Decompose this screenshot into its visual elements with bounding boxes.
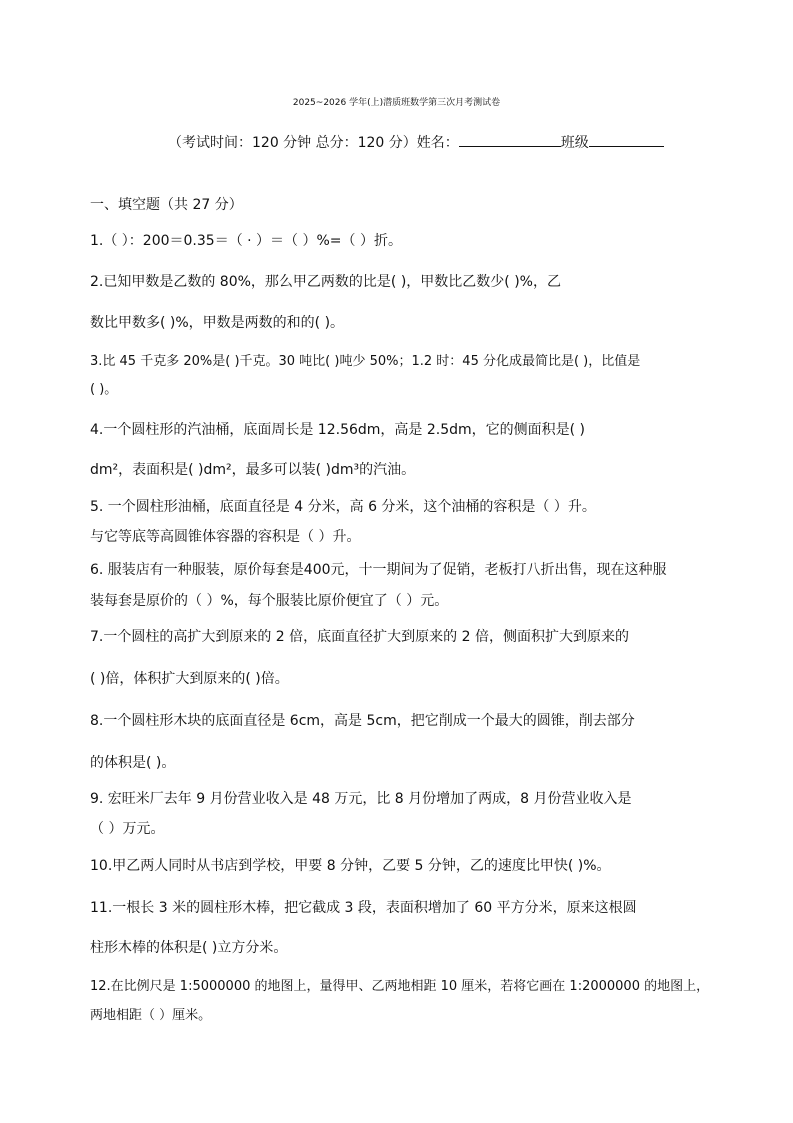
question-4-line-1: 4.一个圆柱形的汽油桶，底面周长是 12.56dm，高是 2.5dm，它的侧面积是( ) — [90, 422, 586, 438]
question-2-line-2: 数比甲数多( )%，甲数是两数的和的( )。 — [90, 315, 345, 331]
question-6-line-2: 装每套是原价的（ ）%，每个服装比原价便宜了（ ）元。 — [90, 593, 449, 609]
question-6-line-1: 6. 服装店有一种服装，原价每套是400元，十一期间为了促销，老板打八折出售，现在这种服 — [90, 562, 667, 578]
exam-info-line — [168, 132, 664, 153]
question-9-line-2: （ ）万元。 — [90, 821, 165, 837]
question-3-line-2: ( )。 — [90, 382, 118, 397]
question-7-line-2: ( )倍，体积扩大到原来的( )倍。 — [90, 671, 289, 687]
question-12-line-1: 12.在比例尺是 1:5000000 的地图上，量得甲、乙两地相距 10 厘米，若将它画在 1:2000000 的地图上， — [90, 979, 710, 994]
name-blank[interactable] — [459, 132, 561, 147]
question-4-line-2: dm²，表面积是( )dm²，最多可以装( )dm³的汽油。 — [90, 462, 416, 478]
question-7-line-1: 7.一个圆柱的高扩大到原来的 2 倍，底面直径扩大到原来的 2 倍，侧面积扩大到原来的 — [90, 629, 629, 645]
question-2-line-1: 2.已知甲数是乙数的 80%，那么甲乙两数的比是( )，甲数比乙数少( )%，乙 — [90, 274, 561, 290]
question-8-line-2: 的体积是( )。 — [90, 755, 176, 771]
class-label: 班级 — [560, 135, 589, 151]
class-blank[interactable] — [589, 132, 664, 147]
exam-title: 2025~2026 学年(上)潜质班数学第三次月考测试卷 — [292, 98, 501, 108]
question-11-line-2: 柱形木棒的体积是( )立方分米。 — [90, 940, 288, 956]
question-12-line-2: 两地相距（ ）厘米。 — [90, 1008, 212, 1023]
question-9-line-1: 9. 宏旺米厂去年 9 月份营业收入是 48 万元，比 8 月份增加了两成，8 月份营业收入是 — [90, 791, 632, 807]
question-3-line-1: 3.比 45 千克多 20%是( )千克。30 吨比( )吨少 50%；1.2 时：45 分化成最简比是( )，比值是 — [90, 354, 641, 369]
question-11-line-1: 11.一根长 3 米的圆柱形木棒，把它截成 3 段，表面积增加了 60 平方分米，原来这根圆 — [90, 900, 637, 916]
question-5-line-1: 5. 一个圆柱形油桶，底面直径是 4 分米，高 6 分米，这个油桶的容积是（ ）升。 — [90, 499, 596, 515]
question-1-line-1: 1.（ ）：200＝0.35＝（ · ）＝（ ）%=（ ）折。 — [90, 233, 402, 249]
section-heading: 一、填空题（共 27 分） — [90, 197, 243, 213]
question-10-line-1: 10.甲乙两人同时从书店到学校，甲要 8 分钟，乙要 5 分钟，乙的速度比甲快( )%。 — [90, 858, 611, 874]
question-8-line-1: 8.一个圆柱形木块的底面直径是 6cm，高是 5cm，把它削成一个最大的圆锥，削去部分 — [90, 713, 635, 729]
exam-info-text: （考试时间：120 分钟 总分：120 分）姓名： — [168, 135, 459, 151]
question-5-line-2: 与它等底等高圆锥体容器的容积是（ ）升。 — [90, 529, 361, 545]
